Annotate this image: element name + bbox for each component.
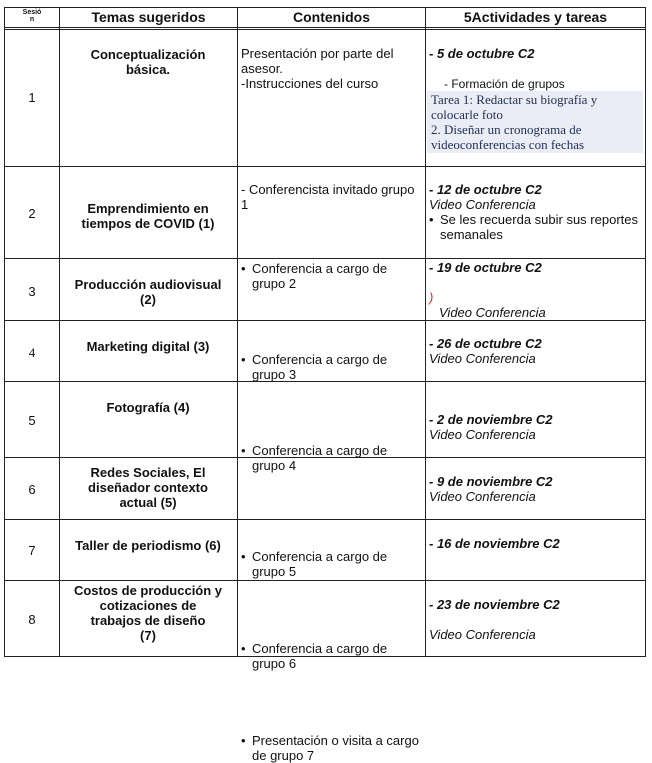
content-line: • Presentación o visita a cargo	[252, 733, 419, 748]
session-number: 6	[28, 482, 36, 497]
topic-line: Marketing digital (3)	[86, 339, 210, 354]
red-mark: )	[429, 290, 434, 305]
grid-line	[645, 7, 646, 657]
topic-line: Emprendimiento en	[87, 201, 209, 216]
topic-line: cotizaciones de	[99, 598, 197, 613]
content-line: • Conferencia a cargo de	[252, 549, 388, 564]
activity-cell	[429, 182, 645, 242]
task-line: videoconferencias con fechas	[431, 137, 585, 152]
reminder-line: • Se les recuerda subir sus reportes	[440, 212, 638, 227]
topic-line: Costos de producción y	[73, 583, 223, 598]
content-cell	[241, 443, 435, 473]
activity-video: Video Conferencia	[429, 427, 536, 442]
session-number: 1	[28, 90, 36, 105]
activity-date: - 19 de octubre C2	[429, 260, 542, 275]
activity-cell	[429, 412, 645, 442]
content-line: - Conferencista invitado grupo	[241, 182, 415, 197]
content-line: 1	[241, 197, 249, 212]
activity-video: Video Conferencia	[439, 305, 546, 320]
header-session-line: Sesió	[22, 9, 42, 16]
grid-line	[237, 7, 238, 657]
activity-date: - 2 de noviembre C2	[429, 412, 553, 427]
header-temas: Temas sugeridos	[91, 9, 206, 25]
session-number: 3	[28, 284, 36, 299]
content-line: • Conferencia a cargo de	[252, 641, 388, 656]
content-line: • Conferencia a cargo de	[252, 352, 388, 367]
content-line: grupo 2	[252, 276, 297, 291]
topic-line: tiempos de COVID (1)	[81, 216, 215, 231]
header-session	[4, 9, 60, 23]
topic-cell	[62, 277, 234, 307]
header-session-line: n	[29, 16, 35, 23]
session-number: 4	[28, 345, 36, 360]
topic-cell	[62, 47, 234, 77]
topic-cell	[62, 201, 234, 231]
content-line: • Conferencia a cargo de	[252, 443, 388, 458]
topic-line: (7)	[140, 628, 156, 643]
activity-date: - 9 de noviembre C2	[429, 474, 553, 489]
content-cell	[241, 46, 424, 91]
activity-cell	[429, 336, 645, 366]
session-number: 7	[28, 543, 36, 558]
topic-line: actual (5)	[119, 495, 177, 510]
session-number: 2	[28, 206, 36, 221]
topic-line: Fotografía (4)	[106, 400, 190, 415]
content-line: grupo 5	[252, 564, 297, 579]
content-cell	[241, 549, 435, 579]
task-line: Tarea 1: Redactar su biografía y	[431, 92, 598, 107]
grid-line	[4, 519, 646, 520]
topic-line: (2)	[140, 292, 156, 307]
content-cell	[241, 641, 435, 671]
grid-line	[4, 29, 646, 30]
topic-line: Redes Sociales, El	[90, 465, 206, 480]
activity-date: - 26 de octubre C2	[429, 336, 542, 351]
task-text	[431, 92, 643, 152]
activity-video: Video Conferencia	[429, 197, 536, 212]
header-contenidos: Contenidos	[293, 9, 370, 25]
header-actividades: 5Actividades y tareas	[463, 9, 608, 25]
grid-line	[4, 580, 646, 581]
content-line: grupo 3	[252, 367, 297, 382]
reminder-bullet	[429, 212, 645, 242]
topic-cell	[62, 465, 234, 510]
topic-cell	[62, 583, 234, 643]
activity-video: Video Conferencia	[429, 489, 536, 504]
content-cell	[241, 182, 424, 212]
activity-video: Video Conferencia	[429, 627, 536, 642]
content-cell	[241, 261, 435, 291]
reminder-line: semanales	[440, 227, 503, 242]
content-cell	[241, 352, 435, 382]
topic-line: Producción audiovisual	[74, 277, 222, 292]
topic-cell	[62, 400, 234, 415]
session-number: 8	[28, 612, 36, 627]
topic-line: diseñador contexto	[88, 480, 208, 495]
activity-video: Video Conferencia	[429, 351, 536, 366]
activity-date: - 12 de octubre C2	[429, 182, 542, 197]
grid-line	[4, 320, 646, 321]
activity-date: - 16 de noviembre C2	[429, 536, 560, 551]
activity-date: - 5 de octubre C2	[429, 46, 535, 61]
content-line: grupo 4	[252, 458, 297, 473]
content-line: -Instrucciones del curso	[241, 76, 379, 91]
content-line: asesor.	[241, 61, 283, 76]
topic-line: Conceptualización	[90, 47, 206, 62]
topic-line: básica.	[125, 62, 171, 77]
grid-line	[4, 7, 646, 8]
activity-cell	[429, 474, 645, 504]
topic-line: trabajos de diseño	[90, 613, 206, 628]
task-line: colocarle foto	[431, 107, 503, 122]
topic-line: Taller de periodismo (6)	[75, 538, 221, 553]
grid-line	[4, 166, 646, 167]
content-line: • Conferencia a cargo de	[252, 261, 388, 276]
content-line: de grupo 7	[252, 748, 315, 763]
grid-line	[4, 27, 646, 28]
activity-date: - 23 de noviembre C2	[429, 597, 560, 612]
content-line: grupo 6	[252, 656, 297, 671]
task-line: 2. Diseñar un cronograma de	[431, 122, 582, 137]
topic-cell	[62, 538, 234, 553]
activity-subitem: - Formación de grupos	[444, 77, 565, 91]
grid-line	[4, 258, 646, 259]
topic-cell	[62, 339, 234, 354]
session-number: 5	[28, 413, 36, 428]
content-line: Presentación por parte del	[241, 46, 394, 61]
content-cell	[241, 733, 435, 763]
